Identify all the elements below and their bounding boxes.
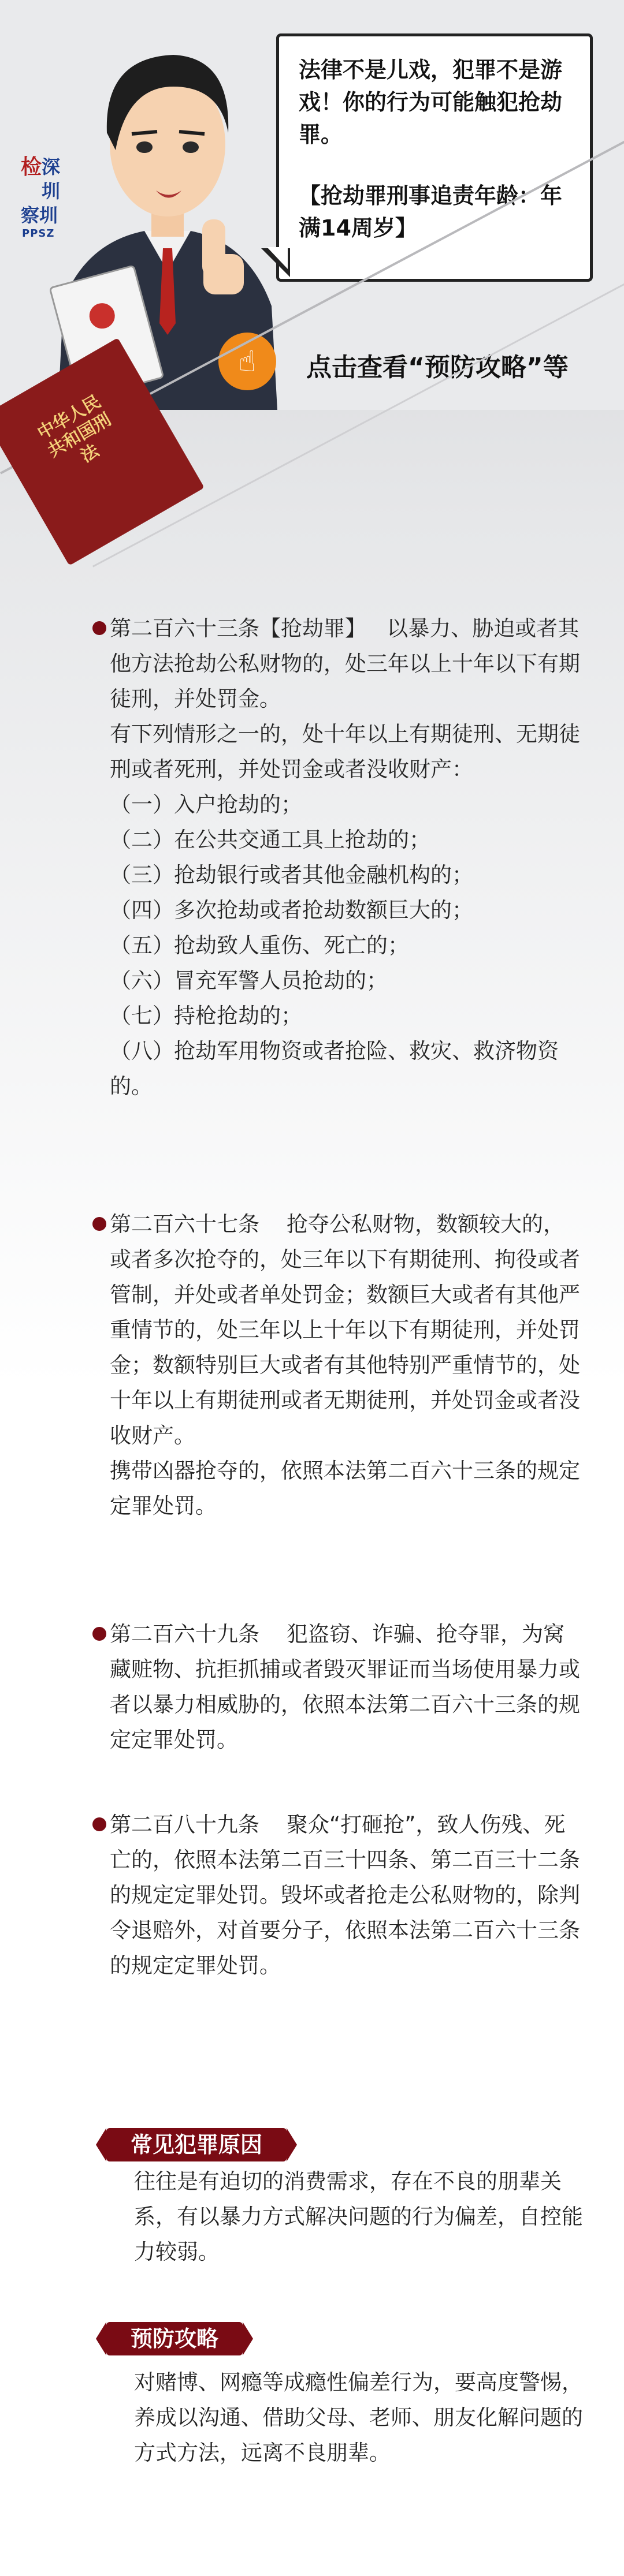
logo-char-cha: 察 [21, 204, 40, 226]
law-book-title: 中华人民共和国刑法 [34, 391, 115, 467]
bullet-icon [92, 621, 106, 635]
article-text: 以暴力、胁迫或者其他方法抢劫公私财物的，处三年以上十年以下有期徒刑，并处罚金。 [110, 616, 580, 711]
causes-text: 往往是有迫切的消费需求，存在不良的朋辈关系，有以暴力方式解决问题的行为偏差，自控能力较弱。 [134, 2169, 583, 2264]
list-item: （二）在公共交通工具上抢劫的； [110, 827, 430, 852]
list-item: （七）持枪抢劫的； [110, 1003, 302, 1028]
tap-hand-icon[interactable]: ☝ [218, 333, 276, 390]
list-item: （一）入户抢劫的； [110, 792, 302, 817]
speech-main-text: 法律不是儿戏，犯罪不是游戏！你的行为可能触犯抢劫罪。 [299, 57, 563, 147]
prevention-text: 对赌博、网瘾等成瘾性偏差行为，要高度警惕，养成以沟通、借助父母、老师、朋友化解问题的方式方法，远离不良朋辈。 [134, 2370, 583, 2465]
click-hint[interactable]: 点击查看“预防攻略”等 [306, 353, 569, 382]
article-text: 抢夺公私财物，数额较大的，或者多次抢夺的，处三年以下有期徒刑、拘役或者管制，并处或者单处罚金；数额巨大或者有其他严重情节的，处三年以上十年以下有期徒刑，并处罚金；数额特别巨大或者有其他特别严重情节的，处十年以上有期徒刑或者无期徒刑，并处罚金或者没收财产。 [110, 1212, 580, 1448]
bullet-icon [92, 1627, 106, 1641]
list-item: （五）抢劫致人重伤、死亡的； [110, 933, 409, 958]
speech-bubble [276, 33, 593, 282]
header-banner [0, 0, 624, 410]
logo-badge: PPSZ [22, 227, 55, 240]
speech-bubble-tail-inner [267, 247, 288, 269]
procuratorate-logo [21, 155, 69, 240]
prevention-title: 预防攻略 [106, 2322, 243, 2355]
list-item: （四）多次抢劫或者抢劫数额巨大的； [110, 898, 473, 923]
logo-char-shenzhen: 深圳 [42, 156, 61, 202]
speech-age-text: 【抢劫罪刑事追责年龄：年满14周岁】 [299, 183, 563, 241]
bullet-icon [92, 1817, 106, 1831]
article-267 [110, 1207, 584, 1524]
list-item: （六）冒充军警人员抢劫的； [110, 968, 388, 993]
article-title: 第二百六十七条 [110, 1212, 259, 1237]
article-title: 第二百六十九条 [110, 1622, 259, 1647]
article-title: 第二百六十三条【抢劫罪】 [110, 616, 366, 641]
logo-char-zhen: 圳 [39, 204, 58, 226]
causes-title: 常见犯罪原因 [106, 2128, 287, 2161]
logo-char-jian: 检 [21, 155, 42, 179]
article-title: 第二百八十九条 [110, 1812, 259, 1837]
article-text-2: 携带凶器抢夺的，依照本法第二百六十三条的规定定罪处罚。 [110, 1458, 580, 1518]
article-269 [110, 1616, 584, 1757]
article-289 [110, 1807, 584, 1983]
list-item: （八）抢劫军用物资或者抢险、救灾、救济物资的。 [110, 1039, 559, 1099]
bullet-icon [92, 1217, 106, 1231]
article-text: 犯盗窃、诈骗、抢夺罪，为窝藏赃物、抗拒抓捕或者毁灭罪证而当场使用暴力或者以暴力相威胁的，依照本法第二百六十三条的规定定罪处罚。 [110, 1622, 580, 1752]
article-263 [110, 611, 584, 1104]
list-item: （三）抢劫银行或者其他金融机构的； [110, 863, 473, 887]
article-text: 聚众“打砸抢”，致人伤残、死亡的，依照本法第二百三十四条、第二百三十二条的规定定罪处罚。毁坏或者抢走公私财物的，除判令退赔外，对首要分子，依照本法第二百六十三条的规定定罪处罚。 [110, 1812, 580, 1978]
article-text-2: 有下列情形之一的，处十年以上有期徒刑、无期徒刑或者死刑，并处罚金或者没收财产： [110, 722, 580, 782]
